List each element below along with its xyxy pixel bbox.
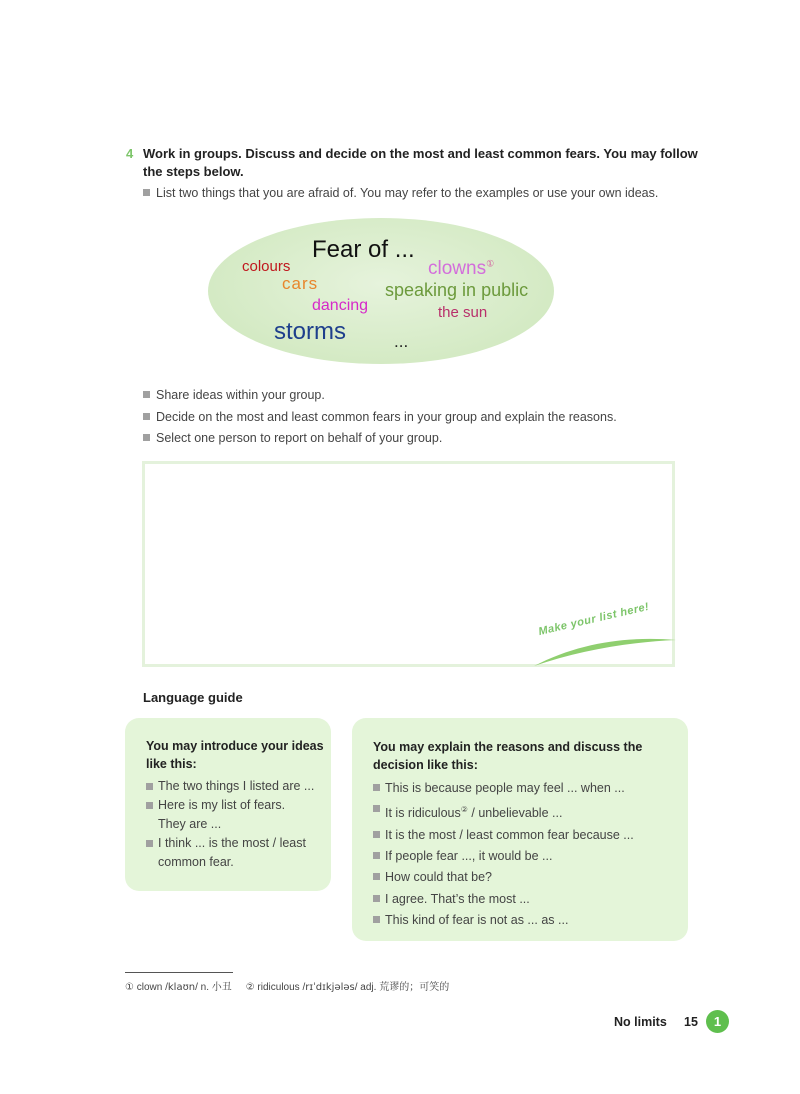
phrase-item: It is ridiculous② / unbelievable ... (373, 799, 673, 824)
footnotes: ① clown /klaʊn/ n. 小丑 ② ridiculous /rɪˈdɪkjələs/ adj. 荒谬的；可笑的 (125, 982, 450, 993)
word-ellipsis: ... (394, 332, 409, 351)
phrase-item: It is the most / least common fear because ... (373, 825, 673, 846)
make-list-hint: Make your list here! (537, 600, 651, 638)
phrase-item: Here is my list of fears. They are ... (146, 796, 308, 834)
word-colours: colours (242, 258, 291, 275)
bullet-square-icon (146, 840, 153, 847)
introduce-ideas-title: You may introduce your ideas like this: (146, 739, 324, 771)
footnote-marker: ② (460, 805, 468, 815)
page-number: 15 (684, 1015, 698, 1029)
word-cars: cars (282, 274, 319, 293)
footnote-divider (125, 972, 233, 973)
word-dancing: dancing (312, 297, 369, 314)
introduce-ideas-box (125, 718, 331, 891)
step-item: Decide on the most and least common fears in your group and explain the reasons. (143, 409, 617, 425)
language-guide-heading: Language guide (143, 690, 243, 705)
fear-cloud-title: Fear of ... (312, 236, 415, 263)
unit-name: No limits (614, 1015, 667, 1029)
bullet-square-icon (146, 802, 153, 809)
explain-reasons-title: You may explain the reasons and discuss the decision like this: (373, 740, 643, 772)
unit-number-badge: 1 (706, 1010, 729, 1033)
bullet-square-icon (146, 783, 153, 790)
phrase-item: I think ... is the most / least common fear. (146, 834, 318, 872)
bullet-square-icon (373, 784, 380, 791)
fear-word-cloud (208, 218, 554, 364)
word-storms: storms (274, 318, 346, 345)
task-number: 4 (126, 146, 134, 161)
bullet-square-icon (373, 895, 380, 902)
step-item: List two things that you are afraid of. You may refer to the examples or use your own ideas. (143, 185, 658, 201)
word-the-sun: the sun (438, 304, 488, 321)
bullet-square-icon (143, 189, 150, 196)
bullet-square-icon (143, 434, 150, 441)
bullet-square-icon (373, 831, 380, 838)
phrase-item: The two things I listed are ... (146, 777, 326, 796)
bullet-square-icon (373, 873, 380, 880)
bullet-square-icon (373, 852, 380, 859)
phrase-item: I agree. That’s the most ... (373, 889, 673, 910)
step-item: Share ideas within your group. (143, 387, 325, 403)
bullet-square-icon (143, 413, 150, 420)
phrase-item: This kind of fear is not as ... as ... (373, 910, 673, 931)
step-item: Select one person to report on behalf of your group. (143, 430, 442, 446)
bullet-square-icon (143, 391, 150, 398)
footnote-marker: ① (486, 258, 495, 269)
phrase-item: How could that be? (373, 867, 673, 888)
task-title: Work in groups. Discuss and decide on the most and least common fears. You may follow the steps below. (143, 146, 698, 179)
bullet-square-icon (373, 916, 380, 923)
bullet-square-icon (373, 805, 380, 812)
word-clowns: clowns① (428, 258, 495, 279)
phrase-item: This is because people may feel ... when ... (373, 778, 673, 799)
word-speaking-in-public: speaking in public (385, 280, 529, 300)
explain-reasons-box (352, 718, 688, 941)
phrase-item: If people fear ..., it would be ... (373, 846, 673, 867)
